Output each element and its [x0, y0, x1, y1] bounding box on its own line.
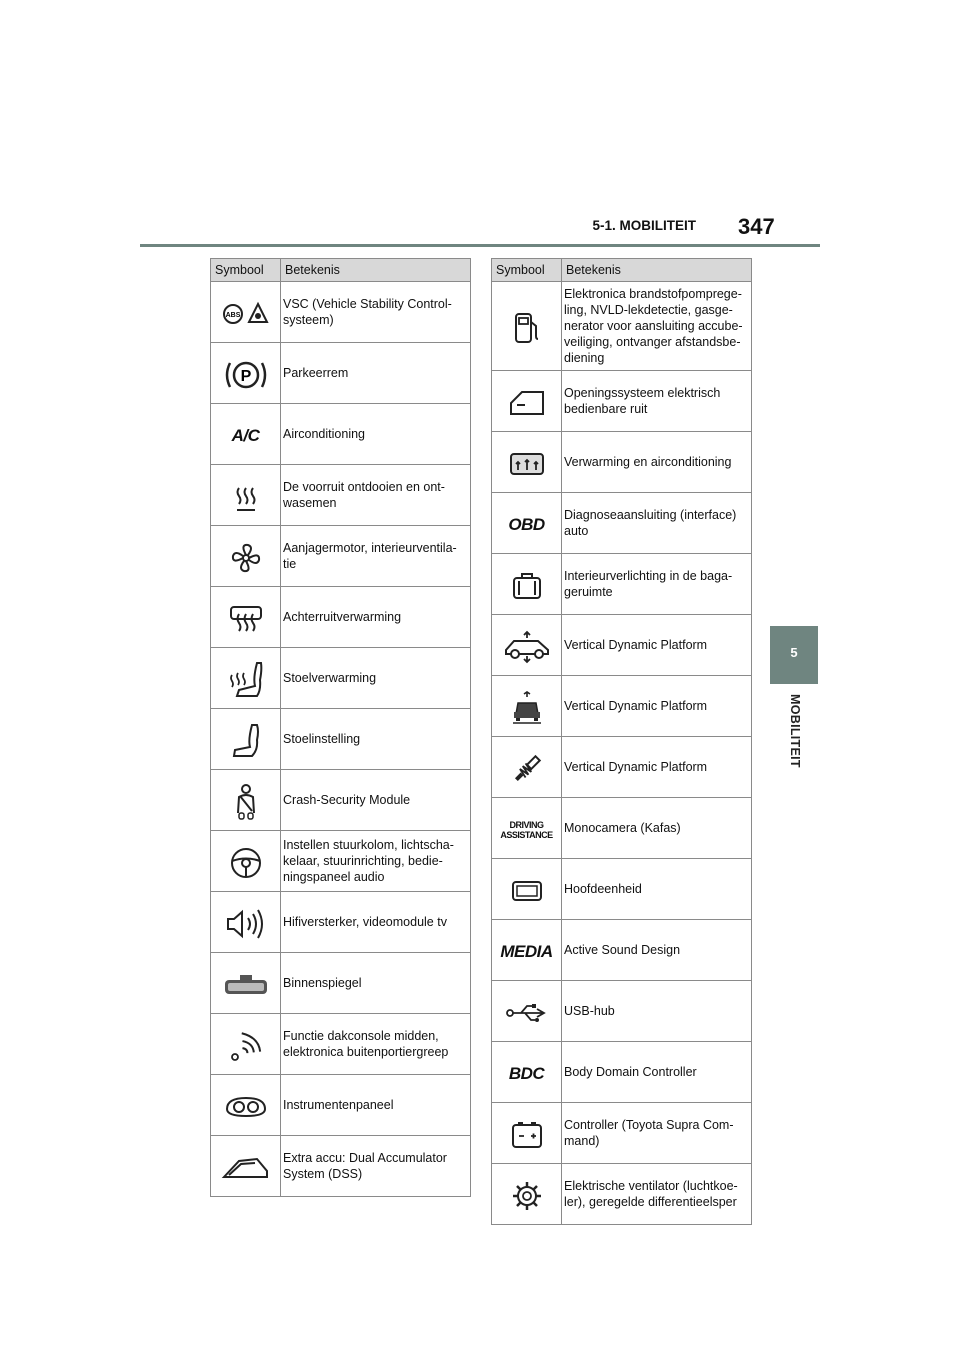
- row-meaning: Vertical Dynamic Platform: [562, 676, 752, 737]
- table-row: [211, 831, 471, 892]
- row-meaning: Aanjagermotor, interieurventila-tie: [281, 526, 471, 587]
- row-meaning: Vertical Dynamic Platform: [562, 737, 752, 798]
- table-row: [211, 953, 471, 1014]
- parking-brake-icon: [224, 367, 268, 385]
- table-row: [492, 920, 752, 981]
- table-row: [211, 709, 471, 770]
- row-meaning: Openingssysteem elektrisch bedienbare ruit: [562, 371, 752, 432]
- chapter-tab: 5: [770, 626, 818, 684]
- speaker-icon: [224, 916, 268, 930]
- table-row: [492, 371, 752, 432]
- row-meaning: Achterruitverwarming: [281, 587, 471, 648]
- table-row: [492, 1164, 752, 1225]
- column-header-meaning: Betekenis: [281, 259, 471, 282]
- head-unit-icon: [511, 883, 543, 897]
- row-meaning: Hifiversterker, videomodule tv: [281, 892, 471, 953]
- symbol-table-left: [210, 258, 471, 1197]
- row-meaning: Elektronica brandstofpomprege-ling, NVLD-lekdetectie, gasge-nerator voor aansluiting accube-veiliging, ontvanger afstandsbe-diening: [562, 282, 752, 371]
- row-meaning: Elektrische ventilator (luchtkoe-ler), geregelde differentieelsper: [562, 1164, 752, 1225]
- usb-icon: [505, 1005, 549, 1019]
- table-row: [211, 282, 471, 343]
- row-meaning: Functie dakconsole midden, elektronica buitenportiergreep: [281, 1014, 471, 1075]
- row-meaning: VSC (Vehicle Stability Control-systeem): [281, 282, 471, 343]
- bdc-icon: BDC: [508, 1064, 545, 1083]
- row-meaning: Extra accu: Dual Accumulator System (DSS): [281, 1136, 471, 1197]
- table-header-row: [492, 259, 752, 282]
- seatbelt-person-icon: [232, 794, 260, 808]
- table-row: [492, 493, 752, 554]
- row-meaning: Parkeerrem: [281, 343, 471, 404]
- ac-icon: A/C: [231, 426, 260, 445]
- row-meaning: Instrumentenpaneel: [281, 1075, 471, 1136]
- shock-absorber-icon: [510, 761, 544, 775]
- abs-vsc-icon: [220, 306, 272, 320]
- row-meaning: Active Sound Design: [562, 920, 752, 981]
- row-meaning: Interieurverlichting in de baga-geruimte: [562, 554, 752, 615]
- column-header-symbol: Symbool: [211, 259, 281, 282]
- fan-icon: [230, 550, 262, 564]
- table-row: [211, 892, 471, 953]
- table-row: [492, 737, 752, 798]
- seat-icon: [230, 733, 262, 747]
- table-row: [211, 1136, 471, 1197]
- driving-assistance-icon: DRIVING ASSISTANCE: [500, 819, 553, 840]
- svg-text:P: P: [240, 368, 251, 385]
- table-row: [211, 1075, 471, 1136]
- row-meaning: Binnenspiegel: [281, 953, 471, 1014]
- section-title: 5-1. MOBILITEIT: [592, 218, 696, 233]
- table-row: [492, 282, 752, 371]
- table-row: [211, 587, 471, 648]
- row-meaning: Hoofdeenheid: [562, 859, 752, 920]
- table-row: [492, 554, 752, 615]
- table-row: [211, 770, 471, 831]
- rear-defrost-icon: [229, 611, 263, 625]
- trunk-light-icon: [511, 578, 543, 592]
- row-meaning: Diagnoseaansluiting (interface) auto: [562, 493, 752, 554]
- row-meaning: Stoelverwarming: [281, 648, 471, 709]
- header-rule: [140, 244, 820, 247]
- gear-icon: [511, 1188, 543, 1202]
- table-row: [211, 648, 471, 709]
- table-row: [492, 432, 752, 493]
- page-number: 347: [738, 214, 775, 239]
- signal-icon: [229, 1038, 263, 1052]
- car-roof-icon: [221, 1160, 271, 1174]
- row-meaning: Vertical Dynamic Platform: [562, 615, 752, 676]
- row-meaning: Stoelinstelling: [281, 709, 471, 770]
- instrument-cluster-icon: [224, 1099, 268, 1113]
- car-front-icon: [510, 700, 544, 714]
- column-header-meaning: Betekenis: [562, 259, 752, 282]
- table-row: [492, 1042, 752, 1103]
- windshield-defrost-icon: [231, 489, 261, 503]
- table-row: [492, 981, 752, 1042]
- table-row: [492, 859, 752, 920]
- row-meaning: Monocamera (Kafas): [562, 798, 752, 859]
- car-height-icon: [502, 639, 552, 653]
- row-meaning: USB-hub: [562, 981, 752, 1042]
- fuel-pump-icon: [512, 320, 542, 334]
- chapter-tab-label: MOBILITEIT: [788, 694, 802, 768]
- row-meaning: Body Domain Controller: [562, 1042, 752, 1103]
- climate-icon: [508, 456, 546, 470]
- row-meaning: De voorruit ontdooien en ont-wasemen: [281, 465, 471, 526]
- table-row: [211, 343, 471, 404]
- table-row: [211, 465, 471, 526]
- row-meaning: Controller (Toyota Supra Com-mand): [562, 1103, 752, 1164]
- door-icon: [508, 395, 546, 409]
- table-row: [492, 676, 752, 737]
- row-meaning: Instellen stuurkolom, lichtscha-kelaar, stuurinrichting, bedie-ningspaneel audio: [281, 831, 471, 892]
- controller-icon: [510, 1127, 544, 1141]
- table-header-row: [211, 259, 471, 282]
- table-row: [492, 798, 752, 859]
- row-meaning: Verwarming en airconditioning: [562, 432, 752, 493]
- table-row: [211, 404, 471, 465]
- obd-icon: OBD: [508, 515, 545, 534]
- row-meaning: Crash-Security Module: [281, 770, 471, 831]
- table-row: [211, 1014, 471, 1075]
- table-row: [211, 526, 471, 587]
- media-icon: MEDIA: [500, 942, 553, 961]
- table-row: [492, 1103, 752, 1164]
- steering-wheel-icon: [229, 855, 263, 869]
- symbol-table-right: [491, 258, 752, 1225]
- column-header-symbol: Symbool: [492, 259, 562, 282]
- row-meaning: Airconditioning: [281, 404, 471, 465]
- seat-heater-icon: [227, 672, 265, 686]
- table-row: [492, 615, 752, 676]
- svg-text:ABS: ABS: [225, 312, 240, 319]
- rearview-mirror-icon: [222, 977, 270, 991]
